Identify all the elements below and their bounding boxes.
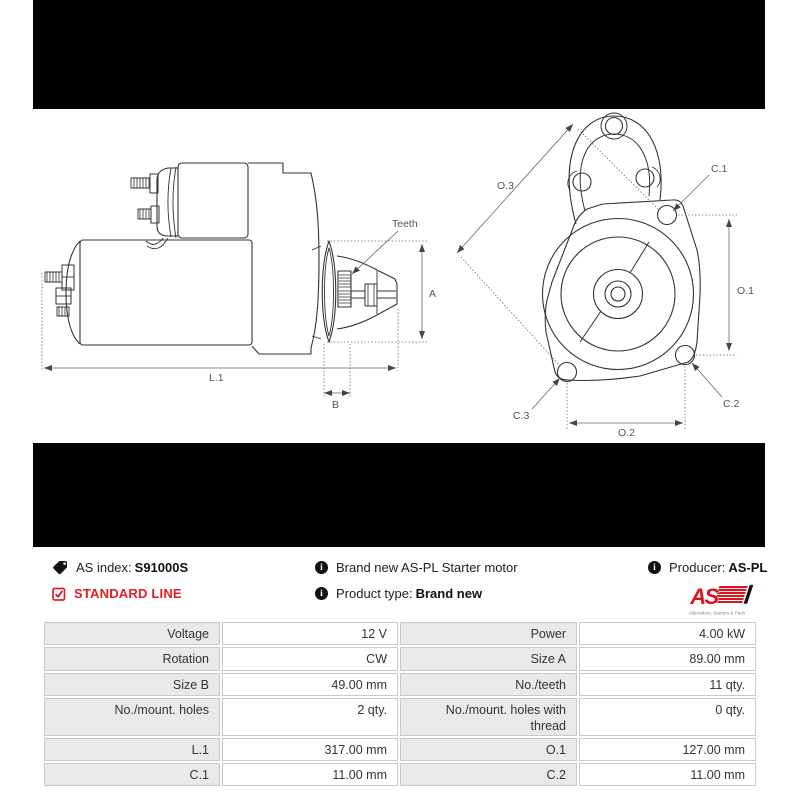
spec-label: Power <box>400 622 577 645</box>
top-black-banner <box>33 0 765 109</box>
dim-label-o3: O.3 <box>497 180 514 192</box>
spec-value: 49.00 mm <box>222 673 398 696</box>
info-icon: i <box>315 561 328 574</box>
spec-label: Size B <box>44 673 220 696</box>
middle-black-banner <box>33 443 765 547</box>
producer-label: Producer: <box>669 560 726 575</box>
standard-line-label: STANDARD LINE <box>74 586 182 601</box>
spec-value: 11 qty. <box>579 673 756 696</box>
dim-label-a: A <box>429 288 437 300</box>
brand-new-text: Brand new AS-PL Starter motor <box>336 560 518 575</box>
spec-label: No./teeth <box>400 673 577 696</box>
as-index-label: AS index: <box>76 560 132 575</box>
spec-value: 11.00 mm <box>222 763 398 786</box>
spec-label: No./mount. holes with thread <box>400 698 577 736</box>
brand-new-row <box>315 560 518 575</box>
spec-value: 11.00 mm <box>579 763 756 786</box>
info-icon: i <box>648 561 661 574</box>
producer-row <box>648 560 767 575</box>
spec-table <box>44 622 756 786</box>
side-view-motor <box>45 163 397 354</box>
tag-icon <box>52 560 68 575</box>
spec-value: 2 qty. <box>222 698 398 736</box>
spec-value: 0 qty. <box>579 698 756 736</box>
dim-label-b: B <box>332 399 340 411</box>
standard-line-row <box>52 586 182 601</box>
product-type-row <box>315 586 482 601</box>
logo-tagline: Alternators, Starters & Parts <box>688 610 746 616</box>
spec-value: 12 V <box>222 622 398 645</box>
dim-label-c2: C.2 <box>723 398 740 410</box>
logo-text: AS <box>690 584 718 610</box>
dim-label-teeth: Teeth <box>392 218 418 230</box>
dim-label-c3: C.3 <box>513 410 530 422</box>
spec-label: C.2 <box>400 763 577 786</box>
dim-label-o2: O.2 <box>618 427 635 439</box>
spec-value: 127.00 mm <box>579 738 756 761</box>
producer-value: AS-PL <box>728 560 768 575</box>
spec-label: O.1 <box>400 738 577 761</box>
spec-label: No./mount. holes <box>44 698 220 736</box>
dim-label-o1: O.1 <box>737 285 754 297</box>
spec-label: Size A <box>400 647 577 671</box>
spec-value: 89.00 mm <box>579 647 756 671</box>
as-pl-logo <box>676 583 758 619</box>
checkbox-check-icon <box>52 587 66 601</box>
product-type-label: Product type: <box>336 586 413 601</box>
spec-label: Voltage <box>44 622 220 645</box>
as-index-value: S91000S <box>134 560 189 575</box>
side-view-dimensions <box>42 231 428 398</box>
spec-label: C.1 <box>44 763 220 786</box>
spec-value: 317.00 mm <box>222 738 398 761</box>
dim-label-c1: C.1 <box>711 163 728 175</box>
spec-label: L.1 <box>44 738 220 761</box>
info-icon: i <box>315 587 328 600</box>
dim-label-l1: L.1 <box>209 372 224 384</box>
as-index-row <box>52 560 188 575</box>
spec-label: Rotation <box>44 647 220 671</box>
front-view-motor <box>543 113 701 382</box>
technical-drawing <box>0 110 800 443</box>
product-type-value: Brand new <box>415 586 483 601</box>
spec-value: 4.00 kW <box>579 622 756 645</box>
front-view-dimensions <box>457 124 737 430</box>
spec-value: CW <box>222 647 398 671</box>
